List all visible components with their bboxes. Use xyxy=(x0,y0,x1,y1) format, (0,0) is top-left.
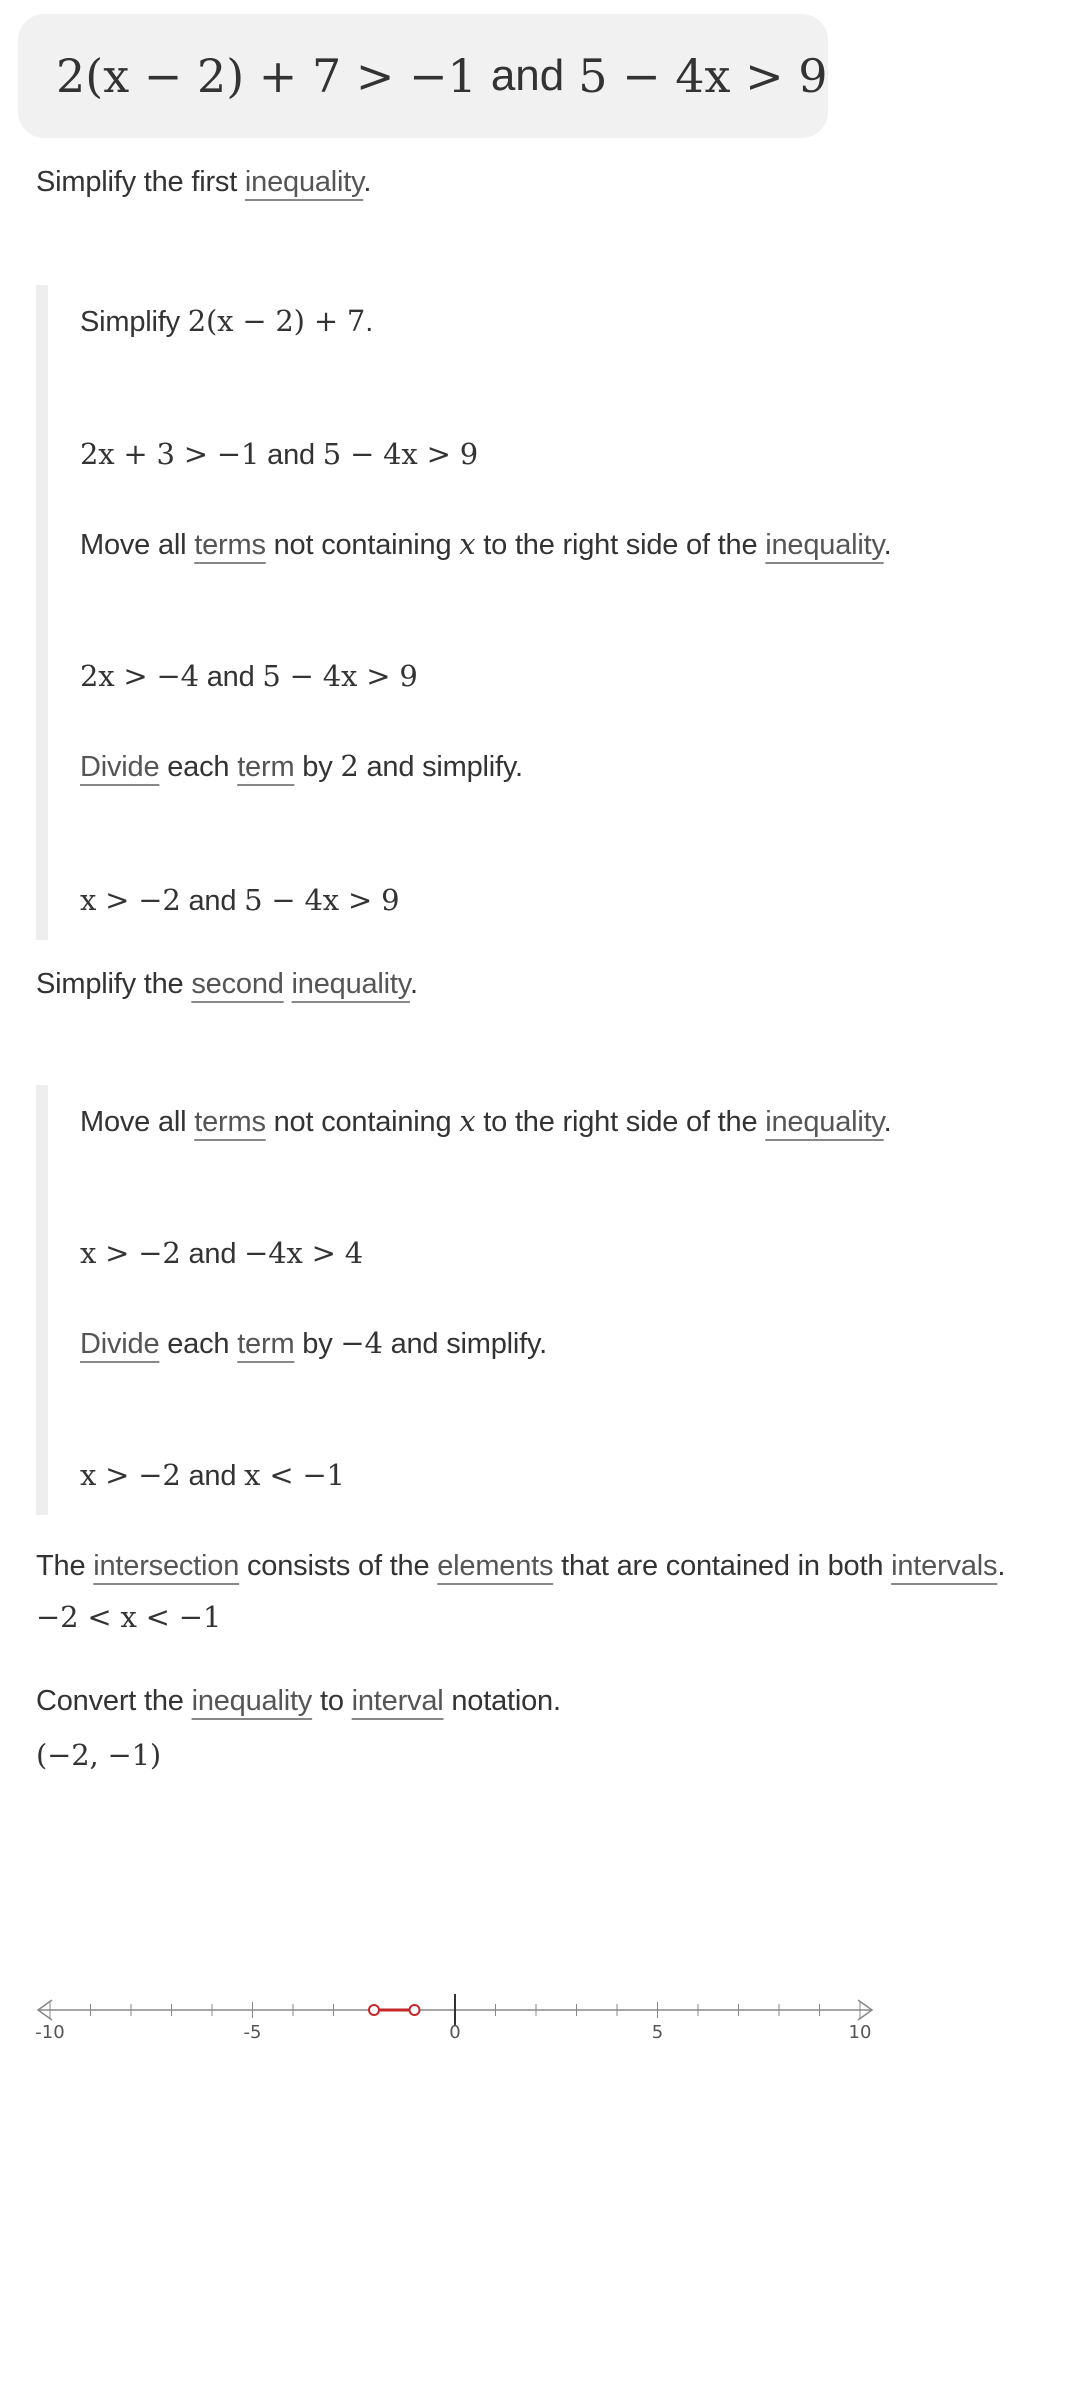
sub1-result-3: x > −2 and 5 − 4x > 9 xyxy=(80,883,400,917)
glossary-link-inequality[interactable]: inequality xyxy=(765,529,884,561)
step1-heading: Simplify the first inequality. xyxy=(36,166,372,198)
glossary-link-intersection[interactable]: intersection xyxy=(93,1550,240,1582)
glossary-link-divide[interactable]: Divide xyxy=(80,1328,160,1360)
number-line xyxy=(30,1990,890,2060)
problem-right-inequality: 5 − 4x > 9 xyxy=(578,49,828,103)
substeps-bar-1 xyxy=(36,285,48,940)
glossary-link-inequality[interactable]: inequality xyxy=(244,166,364,198)
substeps-bar-2 xyxy=(36,1085,48,1515)
tick-label: 5 xyxy=(651,2022,664,2043)
sub1-divide-text: Divide each term by 2 and simplify. xyxy=(80,749,523,783)
glossary-link-terms[interactable]: terms xyxy=(194,529,266,561)
sub1-move-text: Move all terms not containing x to the right side of the inequality. xyxy=(80,527,892,561)
glossary-link-terms[interactable]: terms xyxy=(194,1106,266,1138)
sub2-move-text: Move all terms not containing x to the right side of the inequality. xyxy=(80,1104,892,1138)
step3-heading: The intersection consists of the elements that are contained in both intervals. xyxy=(36,1550,1006,1582)
step3-result: −2 < x < −1 xyxy=(36,1600,222,1634)
problem-left-inequality: 2(x − 2) + 7 > −1 xyxy=(56,49,477,103)
step4-result: (−2, −1) xyxy=(36,1738,161,1772)
glossary-link-intervals[interactable]: intervals xyxy=(891,1550,998,1582)
glossary-link-inequality[interactable]: inequality xyxy=(191,1685,313,1717)
glossary-link-second[interactable]: second xyxy=(191,968,284,1000)
glossary-link-divide[interactable]: Divide xyxy=(80,751,160,783)
glossary-link-inequality[interactable]: inequality xyxy=(765,1106,884,1138)
glossary-link-inequality[interactable]: inequality xyxy=(291,968,410,1000)
glossary-link-elements[interactable]: elements xyxy=(437,1550,554,1582)
sub1-simplify-expr: 2(x − 2) + 7 xyxy=(187,304,366,338)
sub2-result-1: x > −2 and −4x > 4 xyxy=(80,1236,364,1270)
sub1-result-1: 2x + 3 > −1 and 5 − 4x > 9 xyxy=(80,437,478,471)
glossary-link-term[interactable]: term xyxy=(237,751,295,783)
problem-statement xyxy=(18,14,828,138)
sub1-result-2: 2x > −4 and 5 − 4x > 9 xyxy=(80,659,418,693)
step4-heading: Convert the inequality to interval notation. xyxy=(36,1685,561,1717)
glossary-link-interval[interactable]: interval xyxy=(351,1685,444,1717)
problem-connector: and xyxy=(490,51,565,100)
tick-label: -5 xyxy=(243,2022,262,2043)
tick-label: -10 xyxy=(35,2022,65,2043)
tick-label: 0 xyxy=(449,2022,461,2043)
sub2-divide-text: Divide each term by −4 and simplify. xyxy=(80,1326,547,1360)
open-endpoint-right xyxy=(410,2005,420,2015)
sub2-result-2: x > −2 and x < −1 xyxy=(80,1458,345,1492)
tick-label: 10 xyxy=(848,2022,872,2043)
step2-heading: Simplify the second inequality. xyxy=(36,968,418,1000)
glossary-link-term[interactable]: term xyxy=(237,1328,295,1360)
open-endpoint-left xyxy=(369,2005,379,2015)
sub1-simplify-text: Simplify 2(x − 2) + 7. xyxy=(80,304,374,338)
